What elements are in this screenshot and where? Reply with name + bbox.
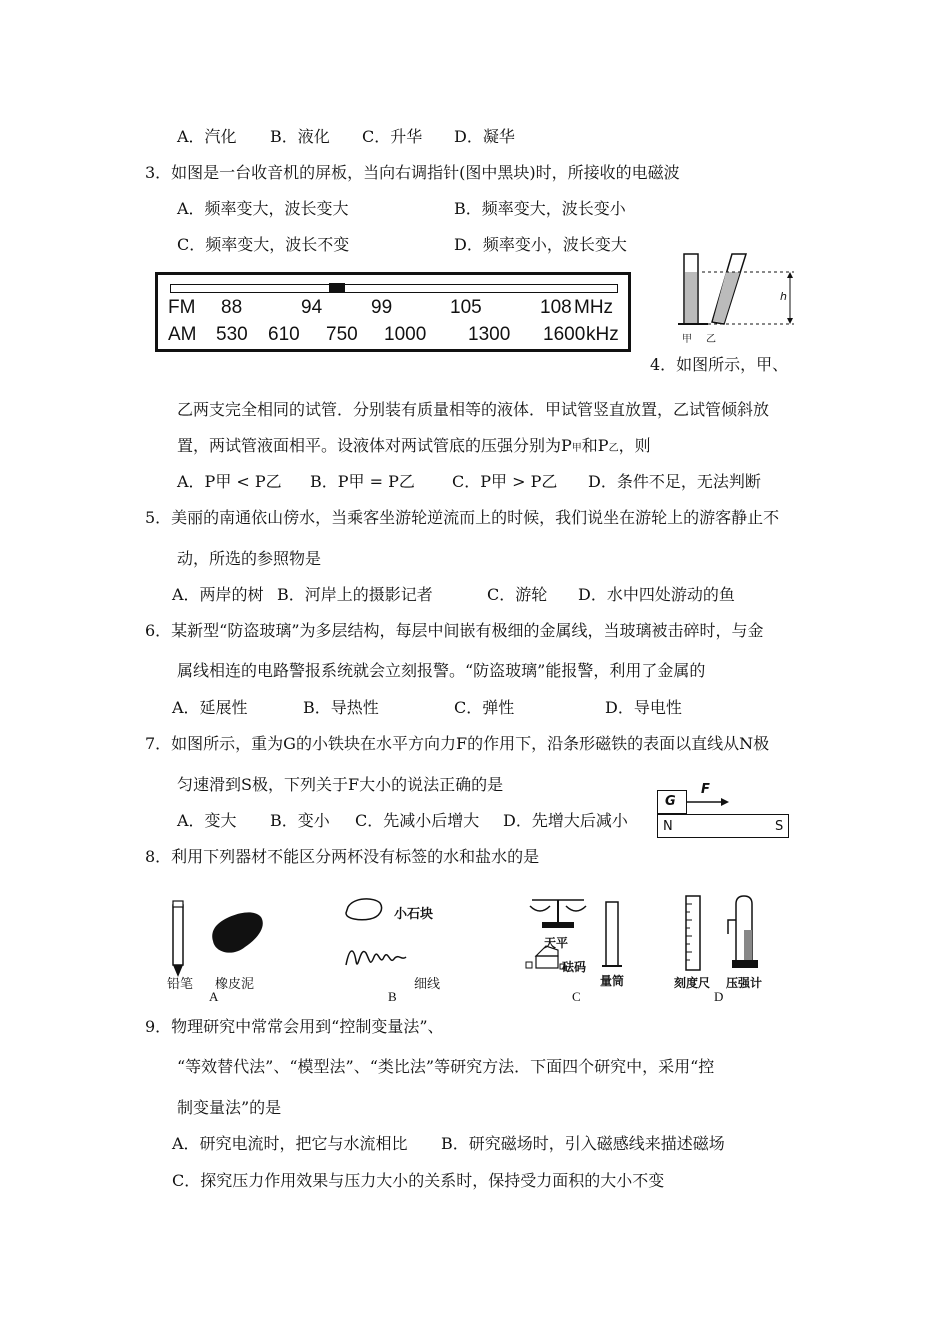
am-value: 1600 — [543, 324, 586, 345]
q5-option-a: A．两岸的树 — [172, 585, 264, 604]
q8-stem: 8．利用下列器材不能区分两杯没有标签的水和盐水的是 — [145, 847, 540, 866]
fm-value: 94 — [301, 297, 323, 318]
force-arrow — [685, 790, 735, 810]
fm-value: 108 — [540, 297, 572, 318]
q3-option-d: D．频率变小，波长变大 — [454, 235, 627, 254]
q6-stem-1: 6．某新型“防盗玻璃”为多层结构，每层中间嵌有极细的金属线，当玻璃被击碎时，与金 — [145, 621, 764, 640]
stone-label: 小石块 — [394, 907, 434, 922]
q6-option-d: D．导电性 — [605, 698, 682, 717]
q3-option-b: B．频率变大，波长变小 — [454, 199, 626, 218]
pencil-label: 铅笔 — [167, 977, 194, 992]
magnet-figure — [655, 784, 791, 842]
group-a-letter: A — [209, 989, 219, 1004]
q4-sub-jia: 甲 — [571, 443, 582, 454]
pencil-icon — [173, 901, 183, 977]
stone-icon — [346, 899, 382, 920]
ruler-icon — [686, 896, 700, 970]
fm-value: 99 — [371, 297, 393, 318]
am-value: 750 — [326, 324, 358, 345]
tube-yi-label: 乙 — [706, 334, 716, 345]
q4-option-c: C．P甲 > P乙 — [452, 472, 558, 491]
force-f-label: F — [701, 782, 710, 797]
q4-stem-1: 4．如图所示，甲、 — [650, 355, 789, 374]
am-unit: kHz — [586, 324, 619, 345]
q4-stem-3 — [177, 435, 651, 460]
q5-option-d: D．水中四处游动的鱼 — [578, 585, 735, 604]
balance-icon — [530, 900, 586, 928]
am-value: 1000 — [384, 324, 427, 345]
thread-label: 细线 — [414, 977, 441, 992]
radio-dial-figure — [155, 272, 631, 352]
am-row — [166, 324, 626, 350]
q5-option-b: B．河岸上的摄影记者 — [277, 585, 433, 604]
group-d-letter: D — [714, 989, 724, 1004]
dial-track — [170, 284, 618, 293]
group-c-letter: C — [572, 989, 581, 1004]
magnet-s-label: S — [775, 819, 784, 834]
balance-label: 天平 — [544, 936, 569, 950]
fm-row — [166, 297, 626, 323]
clay-label: 橡皮泥 — [215, 977, 255, 992]
am-value: 530 — [216, 324, 248, 345]
ruler-label: 刻度尺 — [674, 976, 711, 990]
clay-blob-icon — [212, 912, 263, 952]
equipment-group-a — [165, 895, 285, 1005]
q5-stem-1: 5．美丽的南通依山傍水，当乘客坐游轮逆流而上的时候，我们说坐在游轮上的游客静止不 — [145, 508, 780, 527]
thread-icon — [346, 951, 406, 965]
equipment-group-d — [672, 890, 782, 1005]
q2-option-b: B．液化 — [270, 127, 330, 146]
magnet-n-label: N — [663, 819, 673, 834]
q4-option-b: B．P甲 = P乙 — [310, 472, 415, 491]
gauge-label: 压强计 — [726, 976, 763, 990]
fm-label: FM — [168, 297, 196, 318]
q6-option-b: B．导热性 — [303, 698, 379, 717]
am-label: AM — [168, 324, 197, 345]
equipment-group-c — [522, 890, 642, 1005]
weights-label: 砝码 — [562, 960, 587, 974]
iron-block-g-label: G — [665, 794, 676, 809]
q4-stem-3-mid: 和P — [581, 436, 609, 455]
q9-stem-3: 制变量法”的是 — [177, 1098, 282, 1117]
cylinder-label: 量筒 — [600, 974, 625, 988]
pressure-gauge-icon — [728, 896, 758, 968]
equipment-group-b — [340, 895, 470, 1005]
q2-option-d: D．凝华 — [454, 127, 515, 146]
q3-option-a: A．频率变大，波长变大 — [177, 199, 349, 218]
q4-sub-yi: 乙 — [608, 443, 619, 454]
bar-magnet — [657, 814, 789, 838]
q7-option-b: B．变小 — [270, 811, 330, 830]
q7-stem-1: 7．如图所示，重为G的小铁块在水平方向力F的作用下，沿条形磁铁的表面以直线从N极 — [145, 734, 770, 753]
q4-option-a: A．P甲 < P乙 — [177, 472, 282, 491]
am-value: 610 — [268, 324, 300, 345]
q7-stem-2: 匀速滑到S极，下列关于F大小的说法正确的是 — [177, 775, 504, 794]
q9-option-c: C．探究压力作用效果与压力大小的关系时，保持受力面积的大小不变 — [172, 1171, 665, 1190]
q4-stem-3-end: ，则 — [618, 436, 651, 455]
q6-option-c: C．弹性 — [454, 698, 515, 717]
tube-height-label: h — [780, 290, 787, 303]
q3-stem: 3．如图是一台收音机的屏板，当向右调指针(图中黑块)时，所接收的电磁波 — [145, 163, 680, 182]
fm-unit: MHz — [574, 297, 614, 318]
q4-stem-3-text: 置，两试管液面相平。设液体对两试管底的压强分别为P — [177, 436, 572, 455]
q4-option-d: D．条件不足，无法判断 — [588, 472, 761, 491]
q4-stem-2: 乙两支完全相同的试管．分别装有质量相等的液体．甲试管竖直放置，乙试管倾斜放 — [177, 400, 770, 419]
measuring-cylinder-icon — [602, 902, 622, 966]
q2-option-a: A．汽化 — [177, 127, 237, 146]
q6-stem-2: 属线相连的电路警报系统就会立刻报警。“防盗玻璃”能报警，利用了金属的 — [177, 661, 706, 680]
q7-option-d: D．先增大后减小 — [503, 811, 628, 830]
q7-option-c: C．先减小后增大 — [355, 811, 480, 830]
q5-stem-2: 动，所选的参照物是 — [177, 549, 322, 568]
fm-value: 88 — [221, 297, 243, 318]
q3-option-c: C．频率变大，波长不变 — [177, 235, 350, 254]
q9-stem-2: “等效替代法”、“模型法”、“类比法”等研究方法．下面四个研究中，采用“控 — [177, 1057, 715, 1076]
am-value: 1300 — [468, 324, 511, 345]
test-tubes-figure — [672, 250, 802, 350]
q9-option-a: A．研究电流时，把它与水流相比 — [172, 1134, 408, 1153]
q7-option-a: A．变大 — [177, 811, 237, 830]
q5-option-c: C．游轮 — [487, 585, 548, 604]
fm-value: 105 — [450, 297, 482, 318]
q2-option-c: C．升华 — [362, 127, 423, 146]
pencil-and-clay — [165, 895, 285, 980]
q9-option-b: B．研究磁场时，引入磁感线来描述磁场 — [441, 1134, 725, 1153]
q9-stem-1: 9．物理研究中常常会用到“控制变量法”、 — [145, 1017, 444, 1036]
q6-option-a: A．延展性 — [172, 698, 248, 717]
dial-pointer — [329, 283, 345, 293]
tube-jia-label: 甲 — [682, 334, 692, 345]
group-b-letter: B — [388, 989, 397, 1004]
ruler-and-gauge — [672, 890, 782, 975]
